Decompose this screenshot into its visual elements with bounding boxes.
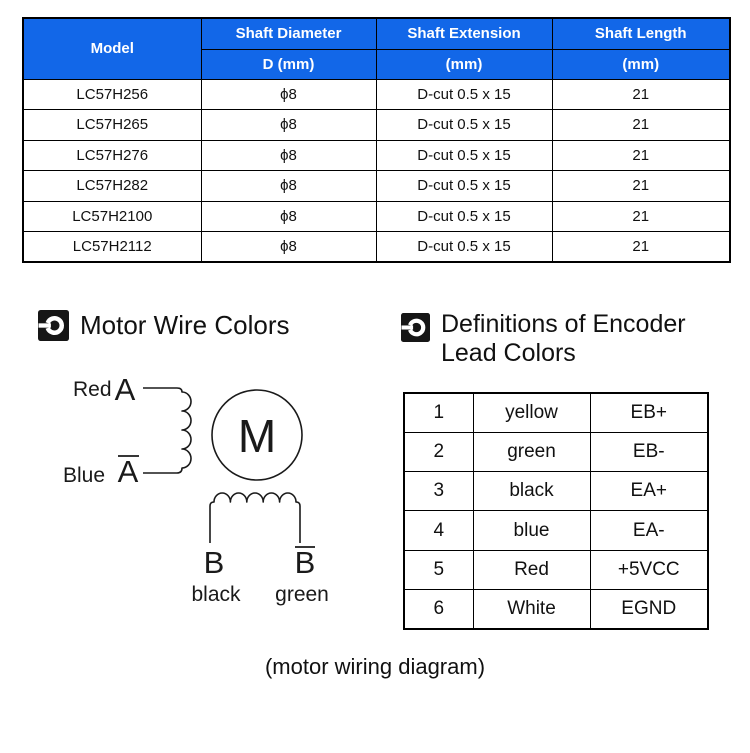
encoder-row bbox=[404, 393, 708, 433]
encoder-cell-color: Red bbox=[473, 550, 590, 589]
spec-row bbox=[23, 110, 730, 141]
encoder-cell-color: black bbox=[473, 472, 590, 511]
phase-label-a: A bbox=[114, 372, 136, 407]
encoder-table bbox=[403, 392, 709, 630]
encoder-row bbox=[404, 511, 708, 550]
encoder-cell-signal: EB- bbox=[590, 433, 708, 472]
encoder-cell-signal: EGND bbox=[590, 589, 708, 629]
spec-cell-model: LC57H256 bbox=[23, 79, 201, 110]
encoder-row bbox=[404, 433, 708, 472]
spec-cell-diameter: ϕ8 bbox=[201, 140, 376, 171]
motor-wiring-diagram bbox=[50, 372, 370, 632]
spec-cell-extension: D-cut 0.5 x 15 bbox=[376, 79, 552, 110]
spec-cell-length: 21 bbox=[552, 110, 730, 141]
phase-label-b-bar: B bbox=[294, 545, 316, 580]
spec-cell-extension: D-cut 0.5 x 15 bbox=[376, 140, 552, 171]
encoder-cell-pin: 2 bbox=[404, 433, 473, 472]
spec-subheader-diameter-unit: D (mm) bbox=[201, 49, 376, 79]
encoder-cell-color: blue bbox=[473, 511, 590, 550]
encoder-bullet-icon bbox=[38, 310, 69, 341]
spec-cell-length: 21 bbox=[552, 79, 730, 110]
spec-cell-length: 21 bbox=[552, 171, 730, 202]
encoder-bullet-icon bbox=[401, 313, 430, 342]
encoder-cell-pin: 6 bbox=[404, 589, 473, 629]
spec-header-row-1 bbox=[23, 18, 730, 49]
spec-row bbox=[23, 140, 730, 171]
spec-cell-length: 21 bbox=[552, 232, 730, 263]
coil-phase-a bbox=[143, 388, 191, 473]
spec-cell-model: LC57H265 bbox=[23, 110, 201, 141]
spec-cell-length: 21 bbox=[552, 201, 730, 232]
encoder-cell-signal: +5VCC bbox=[590, 550, 708, 589]
section-title: Motor Wire Colors bbox=[80, 310, 290, 340]
spec-cell-extension: D-cut 0.5 x 15 bbox=[376, 171, 552, 202]
encoder-cell-pin: 3 bbox=[404, 472, 473, 511]
encoder-cell-color: green bbox=[473, 433, 590, 472]
spec-cell-model: LC57H2112 bbox=[23, 232, 201, 263]
encoder-row bbox=[404, 589, 708, 629]
encoder-cell-color: White bbox=[473, 589, 590, 629]
wire-label-black: black bbox=[191, 583, 241, 606]
encoder-cell-signal: EB+ bbox=[590, 393, 708, 433]
spec-row bbox=[23, 79, 730, 110]
spec-subheader-length-unit: (mm) bbox=[552, 49, 730, 79]
spec-cell-diameter: ϕ8 bbox=[201, 232, 376, 263]
encoder-cell-pin: 5 bbox=[404, 550, 473, 589]
spec-cell-diameter: ϕ8 bbox=[201, 79, 376, 110]
encoder-row bbox=[404, 550, 708, 589]
encoder-cell-signal: EA+ bbox=[590, 472, 708, 511]
spec-subheader-extension-unit: (mm) bbox=[376, 49, 552, 79]
phase-label-a-bar: A bbox=[117, 454, 139, 489]
spec-cell-extension: D-cut 0.5 x 15 bbox=[376, 110, 552, 141]
spec-cell-diameter: ϕ8 bbox=[201, 171, 376, 202]
spec-cell-model: LC57H282 bbox=[23, 171, 201, 202]
wire-label-blue: Blue bbox=[63, 464, 106, 487]
encoder-cell-signal: EA- bbox=[590, 511, 708, 550]
spec-cell-diameter: ϕ8 bbox=[201, 201, 376, 232]
spec-header-shaft-extension: Shaft Extension bbox=[376, 18, 552, 49]
encoder-cell-pin: 4 bbox=[404, 511, 473, 550]
diagram-caption: (motor wiring diagram) bbox=[264, 654, 486, 679]
spec-cell-length: 21 bbox=[552, 140, 730, 171]
section-encoder-lead-colors bbox=[401, 311, 686, 368]
spec-cell-extension: D-cut 0.5 x 15 bbox=[376, 201, 552, 232]
spec-table bbox=[22, 17, 731, 263]
spec-cell-model: LC57H2100 bbox=[23, 201, 201, 232]
section-title-line1: Definitions of Encoder bbox=[441, 310, 686, 338]
spec-row bbox=[23, 201, 730, 232]
motor-letter: M bbox=[237, 410, 277, 462]
spec-header-shaft-length: Shaft Length bbox=[552, 18, 730, 49]
spec-row bbox=[23, 232, 730, 263]
phase-label-b: B bbox=[203, 545, 225, 580]
spec-header-model: Model bbox=[23, 18, 201, 79]
section-motor-wire-colors bbox=[38, 310, 289, 341]
spec-row bbox=[23, 171, 730, 202]
coil-phase-b bbox=[210, 493, 300, 543]
encoder-cell-color: yellow bbox=[473, 393, 590, 433]
spec-cell-model: LC57H276 bbox=[23, 140, 201, 171]
section-title bbox=[441, 310, 686, 368]
encoder-row bbox=[404, 472, 708, 511]
wire-label-red: Red bbox=[73, 378, 112, 401]
wire-label-green: green bbox=[275, 583, 329, 606]
section-title-line2: Lead Colors bbox=[441, 339, 576, 367]
spec-header-shaft-diameter: Shaft Diameter bbox=[201, 18, 376, 49]
spec-cell-extension: D-cut 0.5 x 15 bbox=[376, 232, 552, 263]
encoder-cell-pin: 1 bbox=[404, 393, 473, 433]
spec-cell-diameter: ϕ8 bbox=[201, 110, 376, 141]
